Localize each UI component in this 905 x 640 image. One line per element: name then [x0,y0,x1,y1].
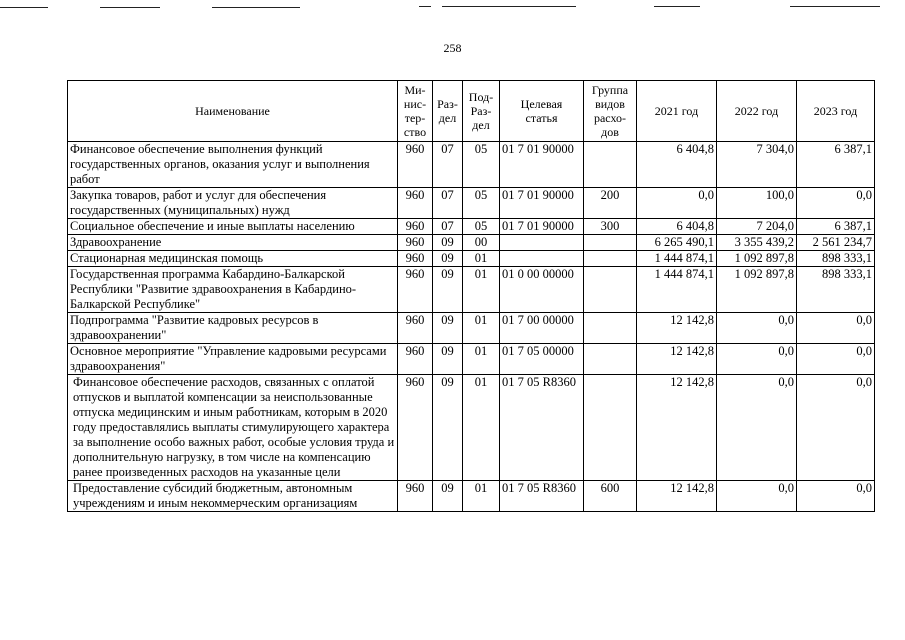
row-name: Финансовое обеспечение расходов, связанных с оплатой отпусков и выплатой компенсации за неиспользованные отпуска медицинским и иным работникам, которым в 2020 году предоставлялись выплаты стимулирующего характера за выполнение особо важных работ, особые условия труда и дополнительную нагрузку, в том числе на компенсацию ранее произведенных расходов на указанные цели [68,375,398,481]
row-2022: 100,0 [717,188,797,219]
row-2021: 6 404,8 [637,142,717,188]
row-subsection: 01 [463,481,500,512]
row-2021: 12 142,8 [637,375,717,481]
row-2023: 0,0 [797,481,875,512]
row-section: 09 [433,481,463,512]
row-subsection: 01 [463,375,500,481]
row-subsection: 01 [463,313,500,344]
row-target: 01 7 05 00000 [500,344,584,375]
row-2023: 6 387,1 [797,219,875,235]
row-group [584,142,637,188]
row-group [584,267,637,313]
header-target: Целевая статья [500,81,584,142]
scan-line [212,7,300,8]
row-name: Финансовое обеспечение выполнения функций государственных органов, оказания услуг и выполнения работ [68,142,398,188]
row-subsection: 01 [463,344,500,375]
row-section: 09 [433,267,463,313]
row-section: 07 [433,142,463,188]
row-name: Социальное обеспечение и иные выплаты населению [68,219,398,235]
budget-table [67,80,875,512]
row-2021: 6 404,8 [637,219,717,235]
row-ministry: 960 [398,188,433,219]
header-group: Группа видов расхо- дов [584,81,637,142]
row-2022: 0,0 [717,344,797,375]
row-target: 01 7 05 R8360 [500,481,584,512]
header-name: Наименование [68,81,398,142]
header-subsection: Под- Раз- дел [463,81,500,142]
row-ministry: 960 [398,313,433,344]
table-row [68,344,875,375]
scan-line [100,7,160,8]
row-target: 01 7 01 90000 [500,219,584,235]
row-2021: 1 444 874,1 [637,251,717,267]
row-2022: 7 204,0 [717,219,797,235]
row-2023: 6 387,1 [797,142,875,188]
row-2023: 2 561 234,7 [797,235,875,251]
row-ministry: 960 [398,251,433,267]
row-name: Государственная программа Кабардино-Балкарской Республики "Развитие здравоохранения в Кабардино-Балкарской Республике" [68,267,398,313]
row-group [584,344,637,375]
row-2022: 0,0 [717,375,797,481]
row-2022: 3 355 439,2 [717,235,797,251]
row-2022: 7 304,0 [717,142,797,188]
table-row [68,313,875,344]
row-2022: 0,0 [717,481,797,512]
scan-line [0,7,48,8]
row-group: 300 [584,219,637,235]
table-row [68,251,875,267]
row-ministry: 960 [398,481,433,512]
table-row [68,375,875,481]
row-name: Здравоохранение [68,235,398,251]
row-target: 01 7 05 R8360 [500,375,584,481]
row-target: 01 7 01 90000 [500,188,584,219]
row-section: 09 [433,251,463,267]
row-target: 01 7 01 90000 [500,142,584,188]
row-subsection: 00 [463,235,500,251]
row-2023: 898 333,1 [797,251,875,267]
row-group [584,313,637,344]
row-group [584,375,637,481]
row-ministry: 960 [398,267,433,313]
header-2023: 2023 год [797,81,875,142]
row-section: 07 [433,219,463,235]
table-row [68,188,875,219]
table-row [68,267,875,313]
row-name: Стационарная медицинская помощь [68,251,398,267]
row-section: 07 [433,188,463,219]
row-group: 200 [584,188,637,219]
row-target: 01 7 00 00000 [500,313,584,344]
row-ministry: 960 [398,142,433,188]
scan-line [442,6,576,7]
table-row [68,142,875,188]
row-name: Предоставление субсидий бюджетным, автономным учреждениям и иным некоммерческим организациям [68,481,398,512]
row-2022: 0,0 [717,313,797,344]
header-ministry: Ми- нис- тер- ство [398,81,433,142]
table-row [68,481,875,512]
row-subsection: 01 [463,267,500,313]
table-header-row [68,81,875,142]
row-target [500,235,584,251]
scan-line [654,6,700,7]
row-section: 09 [433,375,463,481]
table-row [68,219,875,235]
row-2021: 0,0 [637,188,717,219]
row-subsection: 01 [463,251,500,267]
row-group [584,251,637,267]
row-target [500,251,584,267]
scan-line [790,6,880,7]
row-group [584,235,637,251]
row-2023: 0,0 [797,375,875,481]
row-2023: 898 333,1 [797,267,875,313]
row-ministry: 960 [398,344,433,375]
row-ministry: 960 [398,375,433,481]
row-group: 600 [584,481,637,512]
row-subsection: 05 [463,142,500,188]
row-name: Основное мероприятие "Управление кадровыми ресурсами здравоохранения" [68,344,398,375]
row-2023: 0,0 [797,188,875,219]
row-2021: 12 142,8 [637,344,717,375]
header-section: Раз- дел [433,81,463,142]
row-section: 09 [433,344,463,375]
row-section: 09 [433,313,463,344]
row-2022: 1 092 897,8 [717,267,797,313]
row-name: Подпрограмма "Развитие кадровых ресурсов в здравоохранении" [68,313,398,344]
row-subsection: 05 [463,219,500,235]
row-name: Закупка товаров, работ и услуг для обеспечения государственных (муниципальных) нужд [68,188,398,219]
row-subsection: 05 [463,188,500,219]
row-2021: 6 265 490,1 [637,235,717,251]
row-ministry: 960 [398,235,433,251]
row-section: 09 [433,235,463,251]
row-ministry: 960 [398,219,433,235]
page-number: 258 [443,41,462,55]
header-2022: 2022 год [717,81,797,142]
row-2021: 12 142,8 [637,481,717,512]
row-2023: 0,0 [797,344,875,375]
row-2021: 12 142,8 [637,313,717,344]
table-row [68,235,875,251]
header-2021: 2021 год [637,81,717,142]
row-2021: 1 444 874,1 [637,267,717,313]
row-2023: 0,0 [797,313,875,344]
row-target: 01 0 00 00000 [500,267,584,313]
scan-line [419,6,431,7]
row-2022: 1 092 897,8 [717,251,797,267]
